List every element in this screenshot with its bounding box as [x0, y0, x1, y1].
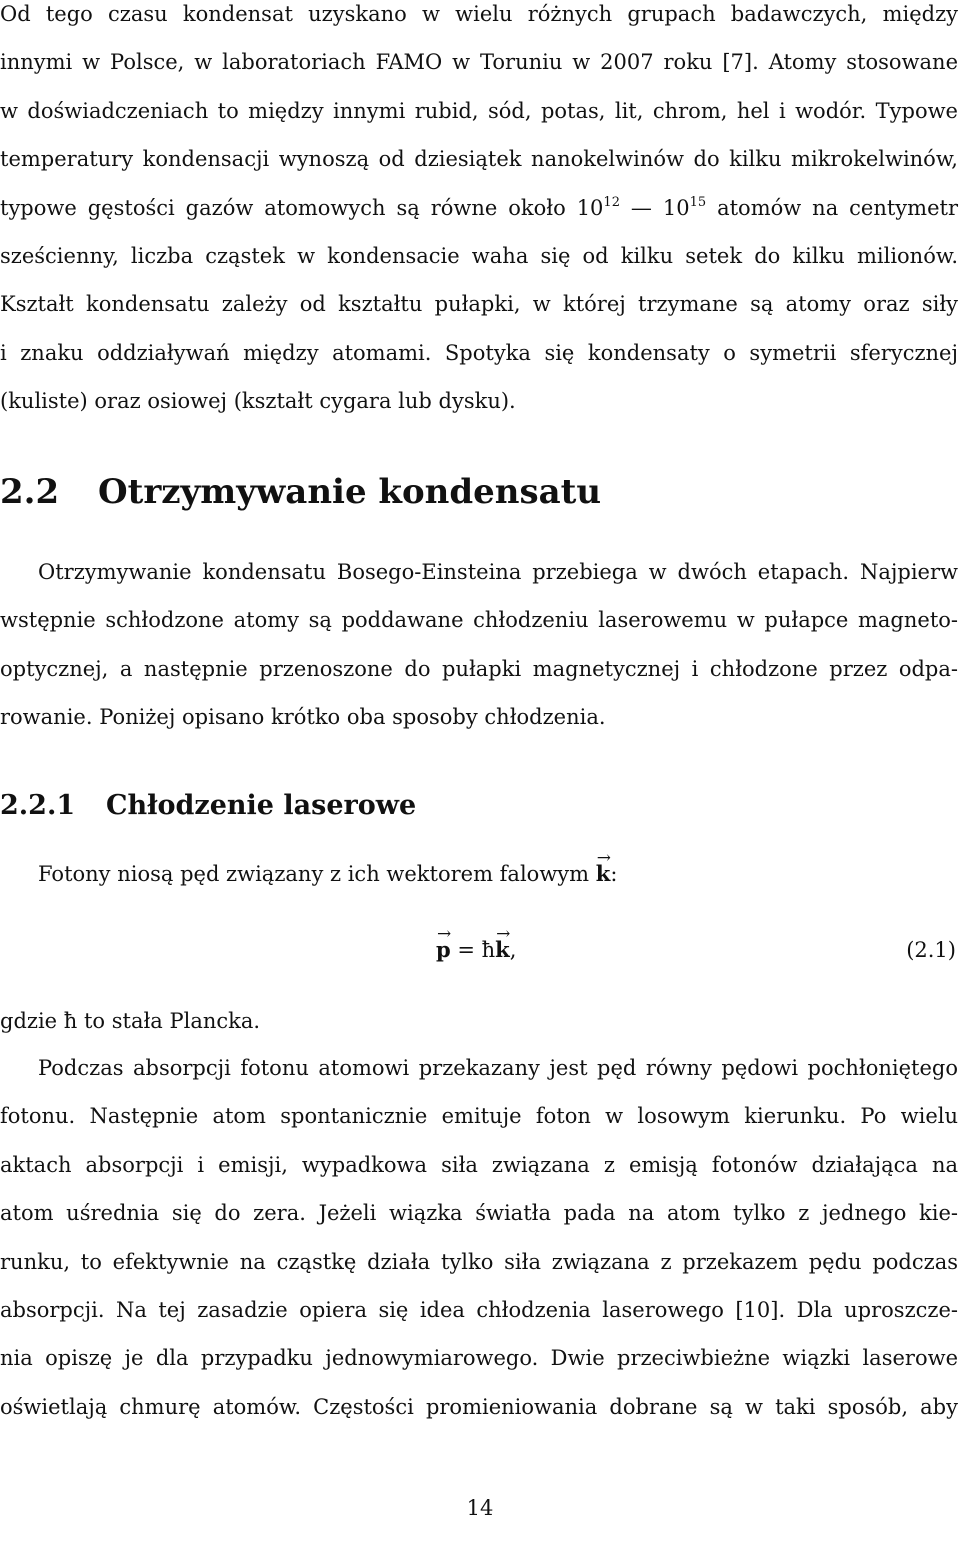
text-line: Otrzymywanie kondensatu Bosego-Einsteina przebiega w dwóch etapach. Najpierw [38, 560, 958, 584]
text-line: runku, to efektywnie na cząstkę działa tylko siła związana z przekazem pędu podczas [0, 1249, 958, 1274]
text-line: sześcienny, liczba cząstek w kondensacie waha się od kilku setek do kilku milionów. [0, 244, 958, 269]
paragraph-obtaining [0, 548, 958, 742]
text-line: innymi w Polsce, w laboratoriach FAMO w Toruniu w 2007 roku [7]. Atomy stosowane [0, 50, 958, 75]
text-line: optycznej, a następnie przenoszone do pułapki magnetycznej i chłodzone przez odpa- [0, 656, 958, 681]
text-fragment: — 10 [619, 195, 690, 220]
text-line: fotonu. Następnie atom spontanicznie emituje foton w losowym kierunku. Po wielu [0, 1104, 958, 1129]
exponent: 12 [603, 194, 620, 210]
equation-punctuation: , [509, 938, 517, 962]
momentum-vector-symbol: → p [436, 926, 451, 974]
text-fragment: : [610, 862, 618, 886]
text-line: (kuliste) oraz osiowej (kształt cygara lub dysku). [0, 389, 516, 414]
text-line-density [0, 184, 958, 232]
paragraph-intro [0, 0, 958, 426]
equation-2-1 [0, 926, 958, 974]
text-line: wstępnie schłodzone atomy są poddawane chłodzeniu laserowemu w pułapce magneto- [0, 608, 958, 633]
text-line: nia opiszę je dla przypadku jednowymiarowego. Dwie przeciwbieżne wiązki laserowe [0, 1346, 958, 1371]
exponent: 15 [689, 194, 707, 210]
text-line: gdzie ħ to stała Plancka. [0, 1009, 261, 1033]
text-line [0, 850, 958, 898]
subsection-heading [0, 790, 416, 821]
paragraph-photons [0, 850, 958, 898]
page-number: 14 [466, 1496, 494, 1520]
subsection-number: 2.2.1 [0, 790, 76, 821]
wave-vector-symbol: → k [596, 850, 611, 898]
text-line: oświetlają chmurę atomów. Częstości promieniowania dobrane są w taki sposób, aby [0, 1394, 958, 1419]
text-line: atom uśrednia się do zera. Jeżeli wiązka światła pada na atom tylko z jednego kie- [0, 1201, 958, 1226]
text-fragment: typowe gęstości gazów atomowych są równe około 10 [0, 195, 604, 220]
section-title: Otrzymywanie kondensatu [98, 472, 602, 512]
text-line: absorpcji. Na tej zasadzie opiera się idea chłodzenia laserowego [10]. Dla uproszcze- [0, 1298, 958, 1323]
text-line: w doświadczeniach to między innymi rubid, sód, potas, lit, chrom, hel i wodór. Typowe [0, 98, 958, 123]
equation-operator: = ħ [450, 938, 496, 962]
paragraph-absorption [0, 1044, 958, 1431]
equation-number: (2.1) [906, 938, 956, 962]
text-line: rowanie. Poniżej opisano krótko oba sposoby chłodzenia. [0, 705, 606, 730]
paragraph-planck [0, 997, 958, 1045]
text-line: Podczas absorpcji fotonu atomowi przekazany jest pęd równy pędowi pochłoniętego [38, 1056, 958, 1080]
section-heading [0, 472, 601, 512]
text-line: Kształt kondensatu zależy od kształtu pułapki, w której trzymane są atomy oraz siły [0, 292, 958, 317]
subsection-title: Chłodzenie laserowe [106, 790, 417, 821]
text-fragment: atomów na centymetr [706, 195, 958, 220]
text-line: temperatury kondensacji wynoszą od dziesiątek nanokelwinów do kilku mikrokelwinów, [0, 147, 958, 172]
equation-body [436, 926, 516, 974]
section-number: 2.2 [0, 472, 60, 512]
text-fragment: Fotony niosą pęd związany z ich wektorem falowym [38, 862, 596, 886]
text-line: aktach absorpcji i emisji, wypadkowa siła związana z emisją fotonów działająca na [0, 1152, 958, 1177]
text-line: Od tego czasu kondensat uzyskano w wielu różnych grupach badawczych, między [0, 2, 958, 26]
text-line: i znaku oddziaływań między atomami. Spotyka się kondensaty o symetrii sferycznej [0, 340, 958, 365]
wave-vector-symbol: → k [495, 926, 510, 974]
